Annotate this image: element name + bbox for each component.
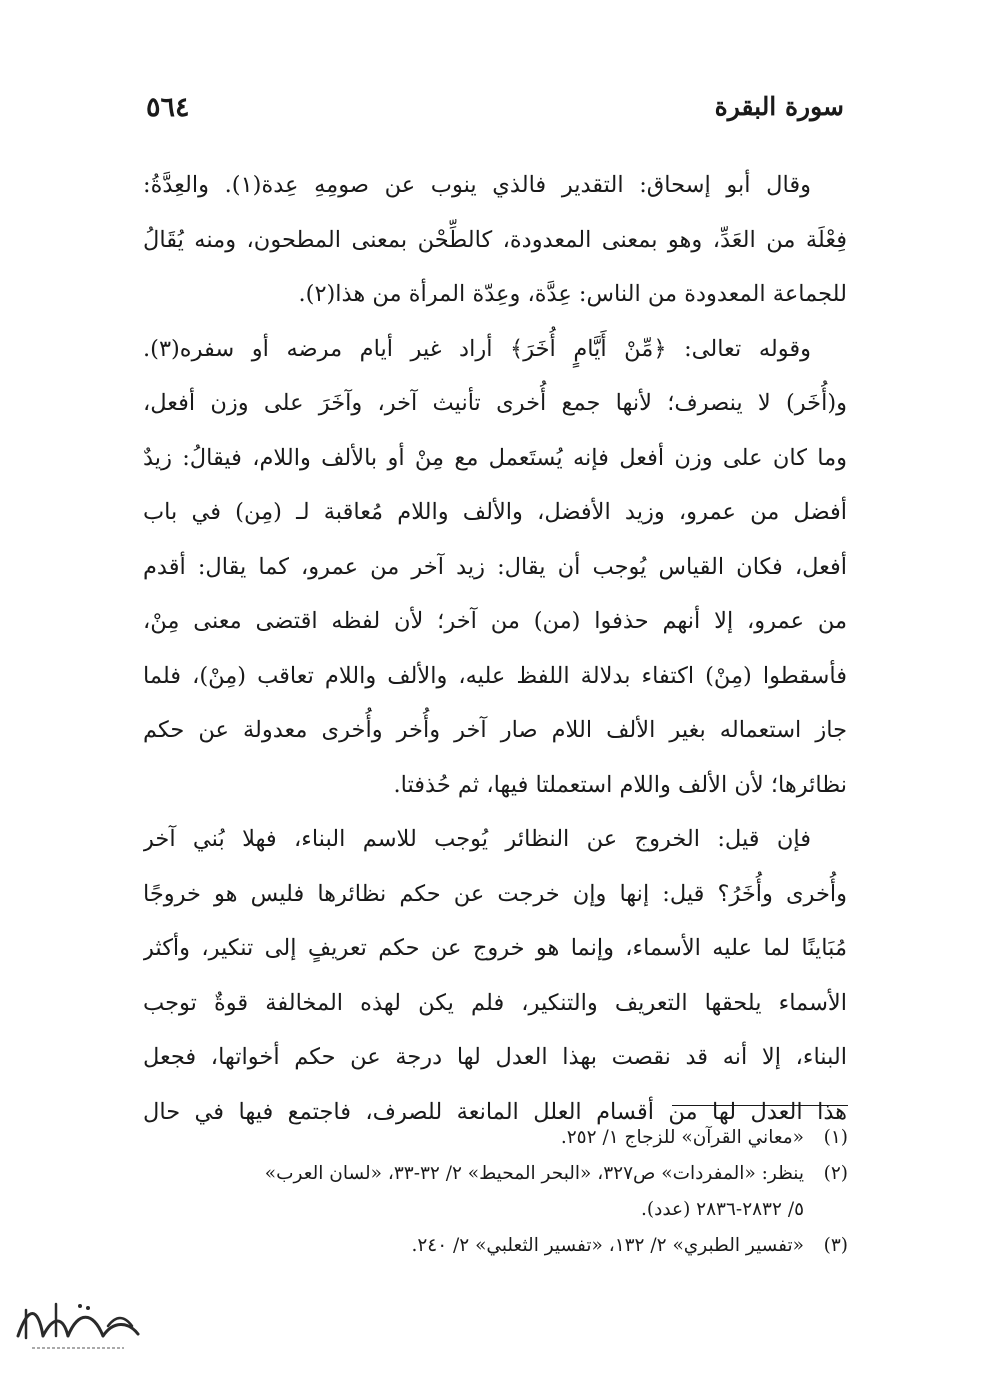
footnotes	[110, 1120, 848, 1264]
text-line: أفضل من عمرو، وزيد الأفضل، والألف واللام مُعاقبة لـ (مِن) في باب	[143, 499, 847, 525]
text-line: وأُخرى وأُخَرُ؟ قيل: إنها وإن خرجت عن حكم نظائرها فليس هو خروجًا	[143, 880, 847, 907]
text-line: أفعل، فكان القياس يُوجب أن يقال: زيد آخر من عمرو، كما يقال: أقدم	[143, 553, 847, 580]
footnote-text: «تفسير الطبري» ٢/ ١٣٢، «تفسير الثعلبي» ٢/ ٢٤٠.	[411, 1235, 804, 1256]
footnote-2-continuation: ٥/ ٢٨٣٢-٢٨٣٦ (عدد).	[640, 1199, 804, 1220]
text-line: البناء، إلا أنه قد نقصت بهذا العدل لها درجة عن حكم أخواتها، فجعل	[143, 1044, 847, 1070]
main-text	[143, 158, 847, 1139]
footnote-text: «معاني القرآن» للزجاج ١/ ٢٥٢.	[560, 1127, 804, 1148]
surah-title: سورة البقرة	[714, 92, 844, 121]
text-line: من عمرو، إلا أنهم حذفوا (من) من آخر؛ لأن لفظه اقتضى معنى مِنْ،	[143, 608, 847, 634]
text-line: هذا العدل لها من أقسام العلل المانعة للصرف، فاجتمع فيها في حال	[143, 1098, 847, 1125]
footnote-number: (١)	[823, 1127, 848, 1148]
text-line: فإن قيل: الخروج عن النظائر يُوجب للاسم البناء، فهلا بُني آخر	[143, 826, 811, 852]
text-line: الأسماء يلحقها التعريف والتنكير، فلم يكن لهذه المخالفة قوةٌ توجب	[143, 989, 847, 1016]
footnote-1	[110, 1120, 848, 1156]
page-header	[146, 92, 844, 132]
footnote-text: ينظر: «المفردات» ص٣٢٧، «البحر المحيط» ٢/ ٣٢-٣٣، «لسان العرب»	[264, 1163, 804, 1184]
text-line: فأسقطوا (مِنْ) اكتفاء بدلالة اللفظ عليه، والألف واللام تعاقب (مِنْ)، فلما	[143, 662, 847, 689]
footnote-number: (٢)	[823, 1163, 848, 1184]
footnote-number: (٣)	[823, 1235, 848, 1256]
footnote-2	[110, 1156, 848, 1192]
text-line: نظائرها؛ لأن الألف واللام استعملتا فيها، ثم حُذفتا.	[393, 771, 847, 798]
publisher-logo	[8, 1296, 148, 1356]
text-line: للجماعة المعدودة من الناس: عِدَّة، وعِدّة المرأة من هذا(٢).	[298, 281, 847, 307]
text-line: جاز استعماله بغير الألف اللام صار آخر وأُخر وأُخرى معدولة عن حكم	[143, 717, 847, 743]
calligraphy-logo-icon	[8, 1296, 148, 1356]
text-line: مُبَاينًا لما عليه الأسماء، وإنما هو خروج عن حكم تعريفٍ إلى تنكير، وأكثر	[143, 935, 847, 961]
footnote-3	[110, 1228, 848, 1264]
text-line: وقوله تعالى: ﴿مِّنْ أَيَّامٍ أُخَرَ﴾ أراد غير أيام مرضه أو سفره(٣).	[143, 335, 811, 362]
footnote-separator	[672, 1105, 848, 1106]
text-line: وما كان على وزن أفعل فإنه يُستَعمل مع مِنْ أو بالألف واللام، فيقالُ: زيدٌ	[143, 444, 847, 471]
text-line: وقال أبو إسحاق: التقدير فالذي ينوب عن صومِهِ عِدة(١). والعِدَّةُ:	[143, 172, 811, 198]
text-line: و(أُخَر) لا ينصرف؛ لأنها جمع أُخرى تأنيث آخر، وآخَرَ على وزن أفعل،	[143, 390, 847, 416]
text-line: فِعْلَة من العَدِّ، وهو بمعنى المعدودة، كالطِّحْن بمعنى المطحون، ومنه يُقَالُ	[143, 226, 847, 253]
page-number: ٥٦٤	[146, 92, 190, 123]
